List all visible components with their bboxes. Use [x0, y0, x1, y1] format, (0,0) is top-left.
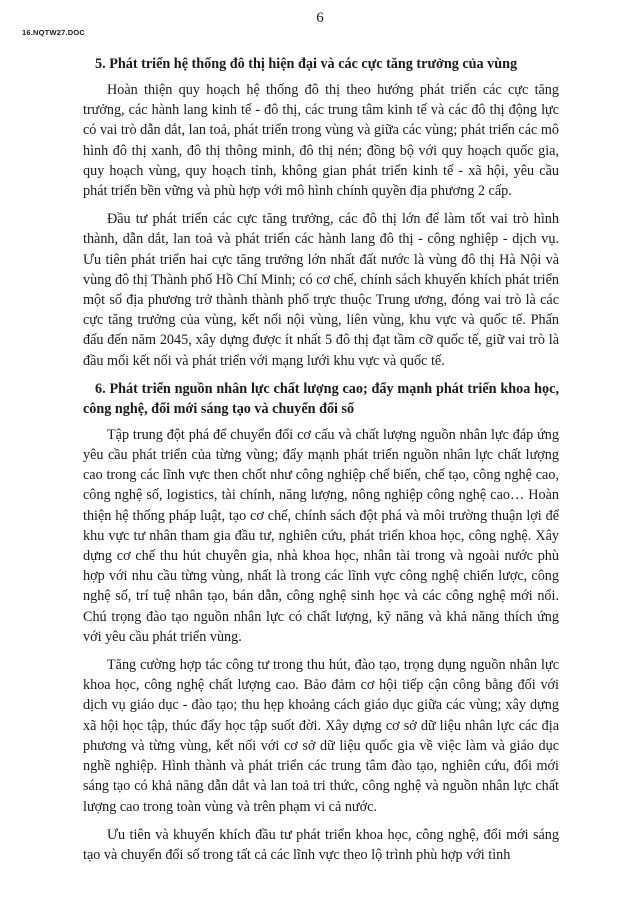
- section-6-paragraph-3: Ưu tiên và khuyến khích đầu tư phát triển khoa học, công nghệ, đổi mới sáng tạo và chuyển đổi số trong tất cả các lĩnh vực theo lộ trình phù hợp với tình: [83, 826, 559, 863]
- section-6-paragraph-2: Tăng cường hợp tác công tư trong thu hút, đào tạo, trọng dụng nguồn nhân lực khoa học, công nghệ chất lượng cao. Bảo đảm cơ hội tiếp cận công bằng đối với dịch vụ giáo dục - đào tạo; thu hẹp khoảng cách giáo dục giữa các vùng; xây dựng xã hội học tập, thúc đẩy học tập suốt đời. Xây dựng cơ sở dữ liệu nhân lực các địa phương và từng vùng, kết nối với cơ sở dữ liệu quốc gia về việc làm và giáo dục nghề nghiệp. Hình thành và phát triển các trung tâm đào tạo, nghiên cứu, đổi mới sáng tạo có khả năng dẫn dắt và lan toả tri thức, công nghệ và nguồn nhân lực chất lượng cao trong toàn vùng và trên phạm vi cả nước.: [83, 657, 559, 815]
- page-number: 6: [316, 10, 324, 26]
- document-code: 16.NQTW27.DOC: [22, 28, 86, 37]
- section-5-heading: 5. Phát triển hệ thống đô thị hiện đại và các cực tăng trưởng của vùng: [95, 56, 518, 72]
- section-5-paragraph-2: Đầu tư phát triển các cực tăng trưởng, các đô thị lớn để làm tốt vai trò hình thành, dẫn dắt, lan toả và phát triển các hành lang đô thị - công nghiệp - dịch vụ. Ưu tiên phát triển hai cực tăng trưởng lớn nhất đất nước là vùng đô thị Hà Nội và vùng đô thị Thành phố Hồ Chí Minh; có cơ chế, chính sách khuyến khích phát triển một số địa phương trở thành thành phố trực thuộc Trung ương, đóng vai trò là các cực tăng trưởng của vùng, kết nối nội vùng, liên vùng, khu vực và quốc tế. Phấn đấu đến năm 2045, xây dựng được ít nhất 5 đô thị đạt tầm cỡ quốc tế, giữ vai trò là đầu mối kết nối và phát triển với mạng lưới khu vực và quốc tế.: [83, 211, 559, 369]
- section-5-paragraph-1: Hoàn thiện quy hoạch hệ thống đô thị theo hướng phát triển các cực tăng trưởng, các hành lang kinh tế - đô thị, các trung tâm kinh tế và các đô thị động lực có vai trò dẫn dắt, lan toả, phát triển trong vùng và giữa các vùng; phát triển các mô hình đô thị xanh, đô thị thông minh, đô thị nén; đồng bộ với quy hoạch quốc gia, quy hoạch vùng, quy hoạch tỉnh, không gian phát triển kinh tế - xã hội, yêu cầu phát triển bền vững và phù hợp với mô hình chính quyền địa phương 2 cấp.: [83, 82, 559, 200]
- document-body: [83, 54, 559, 873]
- section-6-heading: 6. Phát triển nguồn nhân lực chất lượng cao; đẩy mạnh phát triển khoa học, công nghệ, đổi mới sáng tạo và chuyển đổi số: [83, 380, 559, 417]
- section-6-paragraph-1: Tập trung đột phá để chuyển đổi cơ cấu và chất lượng nguồn nhân lực đáp ứng yêu cầu phát triển của từng vùng; đẩy mạnh phát triển nguồn nhân lực chất lượng cao trong các lĩnh vực then chốt như công nghiệp chế biến, chế tạo, công nghệ cao, công nghệ số, logistics, tài chính, năng lượng, nông nghiệp công nghệ cao… Hoàn thiện hệ thống pháp luật, tạo cơ chế, chính sách đột phá và môi trường thuận lợi để khu vực tư nhân tham gia đầu tư, nghiên cứu, phát triển khoa học, công nghệ. Xây dựng cơ chế thu hút chuyên gia, nhà khoa học, nhân tài trong và ngoài nước phù hợp với nhu cầu từng vùng, nhất là trong các lĩnh vực công nghệ chiến lược, công nghệ số, trí tuệ nhân tạo, bán dẫn, công nghệ sinh học và các công nghệ mới nổi. Chú trọng đào tạo nguồn nhân lực có chất lượng, kỹ năng và khả năng thích ứng với yêu cầu phát triển vùng.: [83, 426, 559, 645]
